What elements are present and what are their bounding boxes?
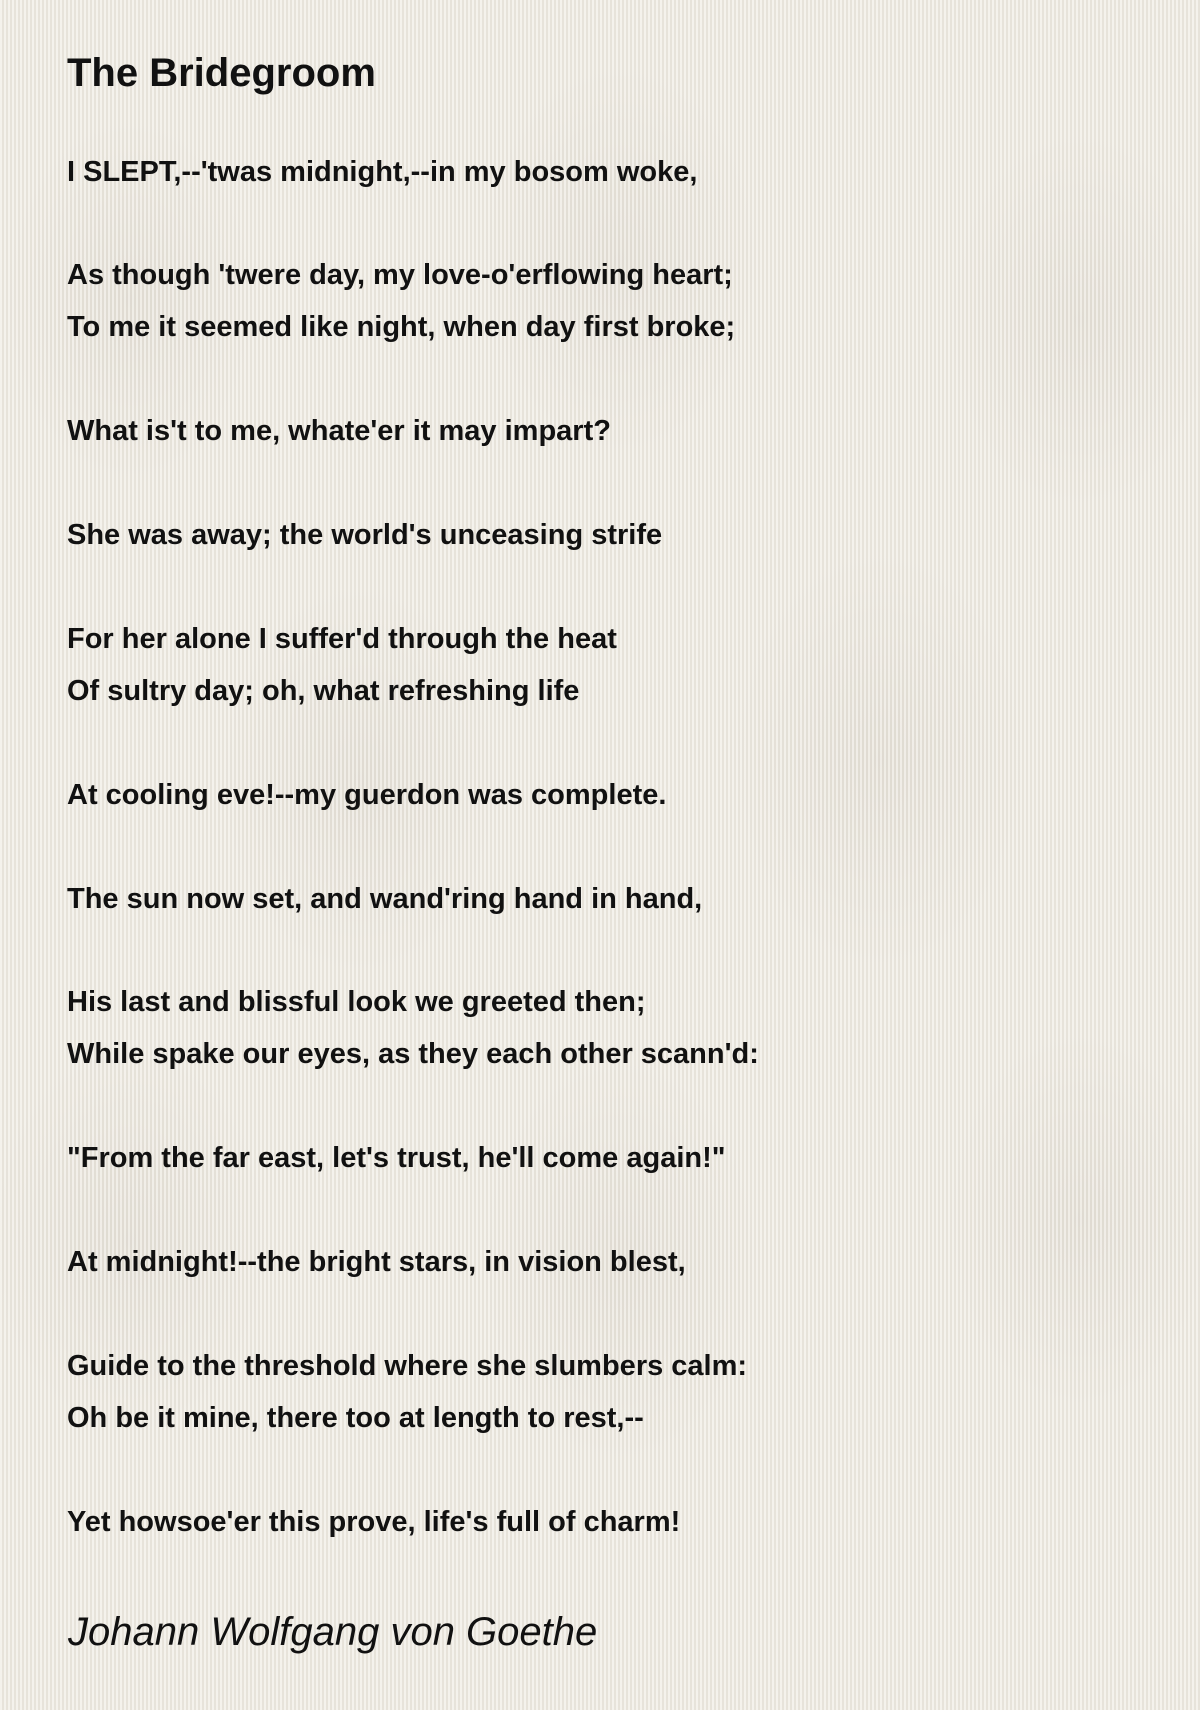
poem-line: "From the far east, let's trust, he'll come again!"	[67, 1142, 726, 1174]
poem-line: At midnight!--the bright stars, in vision blest,	[67, 1246, 686, 1278]
poem-line: Yet howsoe'er this prove, life's full of charm!	[67, 1506, 681, 1538]
poem-title: The Bridegroom	[67, 51, 376, 95]
poem-line: As though 'twere day, my love-o'erflowing heart;	[67, 259, 733, 291]
poem-line: While spake our eyes, as they each other scann'd:	[67, 1038, 759, 1070]
poem-line: Oh be it mine, there too at length to rest,--	[67, 1402, 644, 1434]
poem-line: At cooling eve!--my guerdon was complete.	[67, 779, 667, 811]
poem-line: For her alone I suffer'd through the heat	[67, 623, 617, 655]
poem-line: She was away; the world's unceasing strife	[67, 519, 663, 551]
poem-line: The sun now set, and wand'ring hand in hand,	[67, 883, 703, 915]
poem-line: Of sultry day; oh, what refreshing life	[67, 675, 580, 707]
poem-line: To me it seemed like night, when day first broke;	[67, 311, 736, 343]
poem-line: His last and blissful look we greeted then;	[67, 986, 646, 1018]
poem-author: Johann Wolfgang von Goethe	[68, 1610, 598, 1654]
poem-line: Guide to the threshold where she slumbers calm:	[67, 1350, 748, 1382]
poem-line: I SLEPT,--'twas midnight,--in my bosom woke,	[67, 156, 698, 188]
poem-line: What is't to me, whate'er it may impart?	[67, 415, 611, 447]
